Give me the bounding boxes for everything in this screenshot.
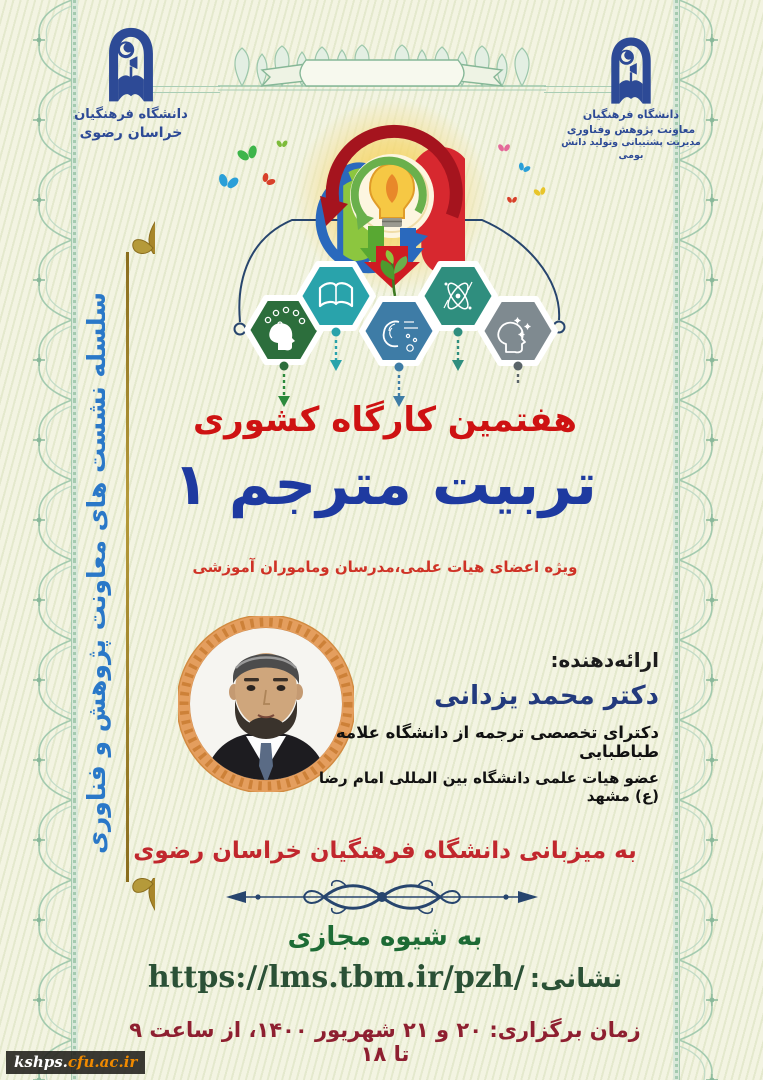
delivery-mode: به شیوه مجازی <box>287 922 483 952</box>
watermark-prefix: kshps. <box>14 1053 68 1071</box>
event-url-link[interactable]: https://lms.tbm.ir/pzh/ <box>147 960 525 995</box>
creativity-heads-illustration <box>152 96 618 410</box>
presenter-name: دکتر محمد یزدانی <box>434 681 659 711</box>
logo-left-title: دانشگاه فرهنگیان <box>74 107 188 122</box>
hexagon-brain-sketch-icon <box>362 299 436 363</box>
presenter-credential-1: دکترای تخصصی ترجمه از دانشگاه علامه طباطبایی <box>335 723 659 761</box>
hexagon-open-book-icon <box>299 264 373 328</box>
site-watermark <box>6 1051 145 1074</box>
presenter-info <box>314 648 659 805</box>
host-line: به میزبانی دانشگاه فرهنگیان خراسان رضوی <box>133 838 637 864</box>
series-title: هفتمین کارگاه کشوری <box>192 400 577 440</box>
audience-subtitle: ویژه اعضای هیات علمی،مدرسان وماموران آموزشی <box>192 558 578 576</box>
event-datetime: زمان برگزاری: ۲۰ و ۲۱ شهریور ۱۴۰۰، از ساعت ۹ تا ۱۸ <box>129 1018 641 1066</box>
address-label: نشانی: <box>529 964 623 994</box>
presenter-label: ارائه‌دهنده: <box>550 648 659 672</box>
watermark-suffix: cfu.ac.ir <box>67 1053 138 1071</box>
logo-right-line3: مدیریت پشتیبانی وتولید دانش بومی <box>561 137 701 161</box>
logo-left-subtitle: خراسان رضوی <box>79 124 183 141</box>
hexagon-science-atom-icon <box>421 264 495 328</box>
logo-right-line1: دانشگاه فرهنگیان <box>582 108 680 121</box>
left-guilloche-border <box>28 0 78 1080</box>
farhangian-university-logo-icon <box>98 24 164 104</box>
logo-right-line2: معاونت پژوهش وفناوری <box>566 123 696 136</box>
address-line <box>90 960 680 995</box>
gold-fleur-ornament-top <box>101 186 155 254</box>
presenter-credential-2: عضو هیات علمی دانشگاه بین المللی امام رضا (ع) مشهد <box>318 769 659 805</box>
workshop-title: تربیت مترجم ۱ <box>173 450 597 518</box>
hexagon-head-puzzle-icon <box>481 299 555 363</box>
series-vertical-text: سلسله نشست های معاونت پژوهش و فناوری <box>82 291 111 855</box>
flourish-divider <box>224 876 540 918</box>
series-vertical-banner <box>80 258 114 888</box>
